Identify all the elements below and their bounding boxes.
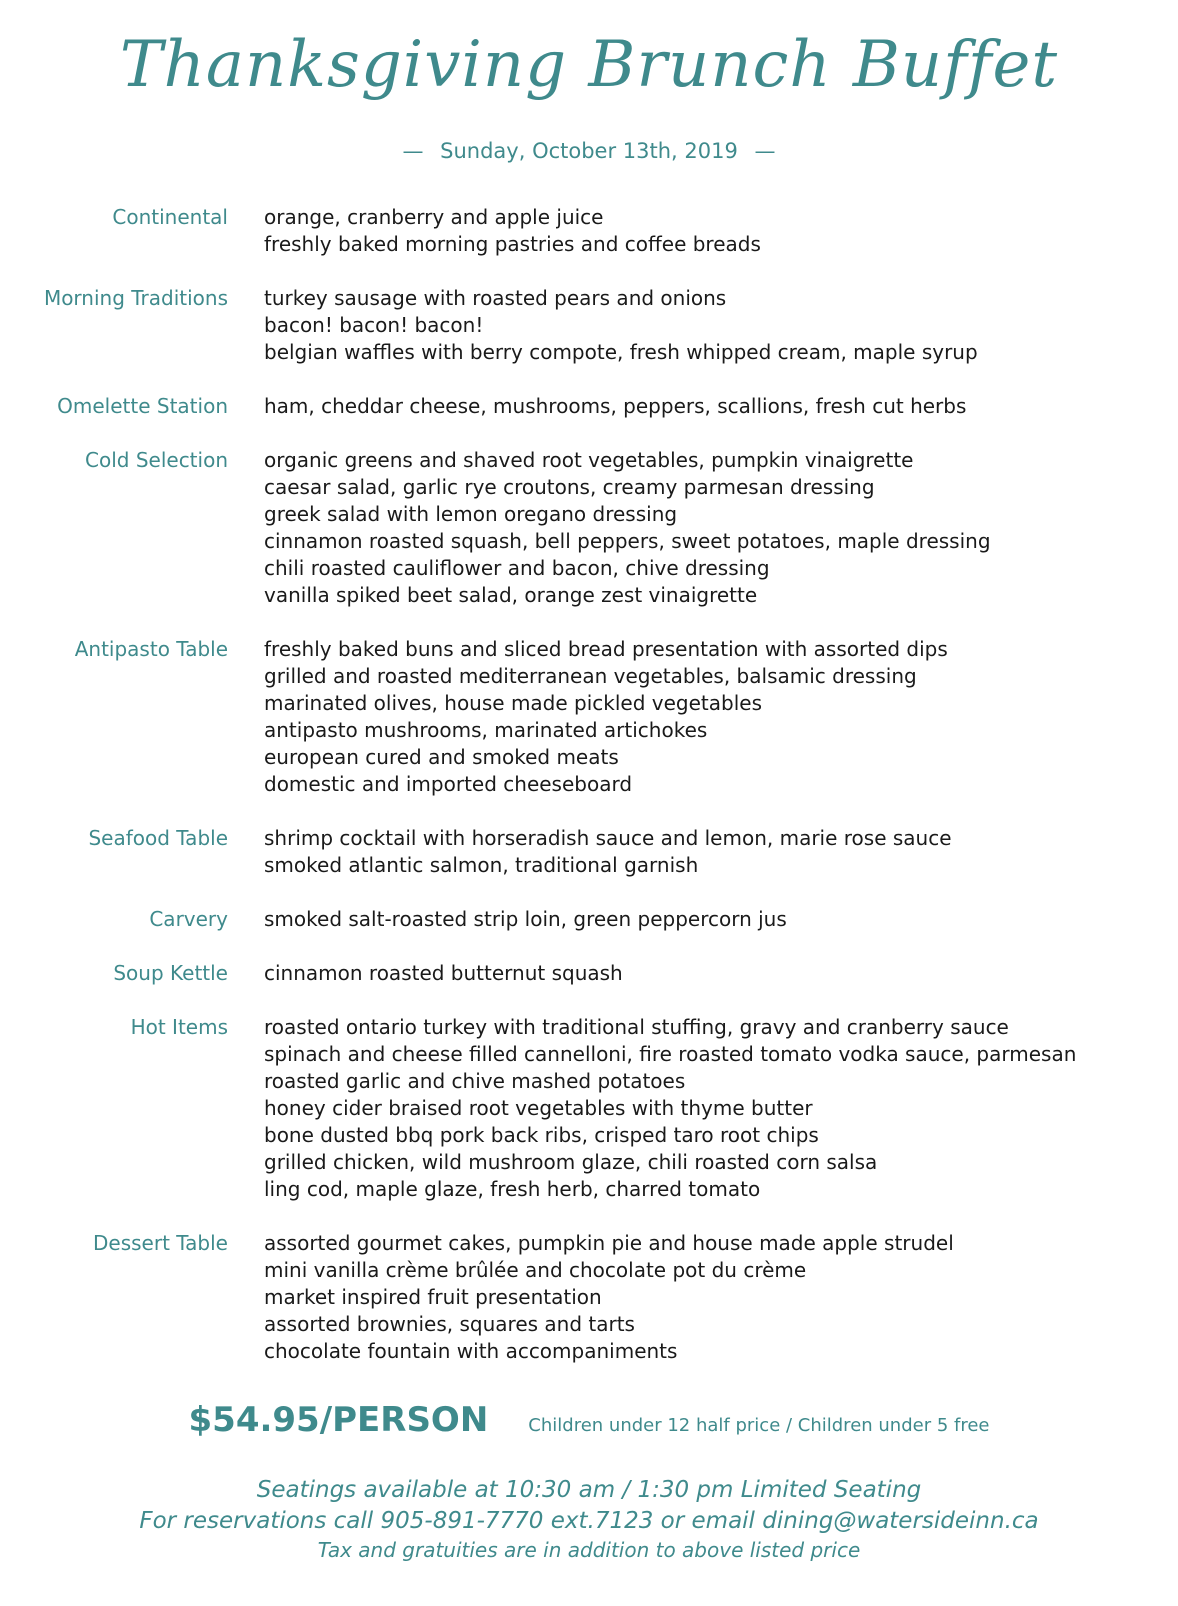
section-label: Antipasto Table bbox=[74, 637, 228, 661]
section-items bbox=[264, 285, 978, 366]
menu-section bbox=[0, 204, 1178, 258]
menu-item: ling cod, maple glaze, fresh herb, charred tomato bbox=[264, 1177, 761, 1201]
tax-note: Tax and gratuities are in addition to above listed price bbox=[317, 1538, 861, 1562]
menu-item: freshly baked morning pastries and coffee breads bbox=[264, 232, 761, 256]
menu-item: honey cider braised root vegetables with thyme butter bbox=[264, 1096, 813, 1120]
section-items bbox=[264, 1230, 954, 1365]
menu-item: marinated olives, house made pickled vegetables bbox=[264, 691, 762, 715]
children-pricing-note: Children under 12 half price / Children under 5 free bbox=[528, 1415, 990, 1436]
page-title: Thanksgiving Brunch Buffet bbox=[119, 28, 1059, 102]
menu-item: grilled and roasted mediterranean vegetables, balsamic dressing bbox=[264, 664, 917, 688]
menu-item: chili roasted cauliflower and bacon, chive dressing bbox=[264, 556, 770, 580]
menu-item: assorted gourmet cakes, pumpkin pie and house made apple strudel bbox=[264, 1231, 954, 1255]
event-date-line bbox=[0, 136, 1178, 166]
menu-item: organic greens and shaved root vegetables, pumpkin vinaigrette bbox=[264, 448, 914, 472]
section-label: Hot Items bbox=[130, 1015, 228, 1039]
section-label: Dessert Table bbox=[93, 1231, 228, 1255]
section-label: Continental bbox=[112, 205, 228, 229]
section-items bbox=[264, 960, 623, 987]
menu-section bbox=[0, 1230, 1178, 1365]
menu-item: antipasto mushrooms, marinated artichokes bbox=[264, 718, 708, 742]
section-label: Seafood Table bbox=[88, 826, 228, 850]
menu-item: smoked atlantic salmon, traditional garnish bbox=[264, 853, 699, 877]
menu-item: roasted ontario turkey with traditional stuffing, gravy and cranberry sauce bbox=[264, 1015, 1009, 1039]
price-per-person: $54.95/PERSON bbox=[188, 1400, 489, 1440]
menu-item: freshly baked buns and sliced bread presentation with assorted dips bbox=[264, 637, 948, 661]
menu-section bbox=[0, 447, 1178, 609]
menu-item: bacon! bacon! bacon! bbox=[264, 313, 484, 337]
pricing-row bbox=[0, 1400, 1178, 1440]
menu-item: european cured and smoked meats bbox=[264, 745, 619, 769]
section-label: Soup Kettle bbox=[113, 961, 228, 985]
section-items bbox=[264, 1014, 1076, 1203]
section-items bbox=[264, 204, 761, 258]
menu-item: spinach and cheese filled cannelloni, fire roasted tomato vodka sauce, parmesan bbox=[264, 1042, 1077, 1066]
menu-item: cinnamon roasted butternut squash bbox=[264, 961, 623, 985]
date-dash-right: — bbox=[754, 139, 776, 163]
section-items bbox=[264, 636, 948, 798]
menu-section bbox=[0, 1014, 1178, 1203]
menu-item: grilled chicken, wild mushroom glaze, chili roasted corn salsa bbox=[264, 1150, 878, 1174]
menu-section bbox=[0, 906, 1178, 933]
menu-item: vanilla spiked beet salad, orange zest vinaigrette bbox=[264, 583, 758, 607]
section-label: Omelette Station bbox=[57, 394, 228, 418]
menu-item: domestic and imported cheeseboard bbox=[264, 772, 633, 796]
menu-item: roasted garlic and chive mashed potatoes bbox=[264, 1069, 686, 1093]
menu-section bbox=[0, 636, 1178, 798]
menu-item: chocolate fountain with accompaniments bbox=[264, 1339, 678, 1363]
seatings-info: Seatings available at 10:30 am / 1:30 pm Limited Seating bbox=[256, 1477, 922, 1503]
section-items bbox=[264, 393, 966, 420]
menu-section bbox=[0, 825, 1178, 879]
menu-sections bbox=[0, 204, 1178, 1392]
menu-item: caesar salad, garlic rye croutons, creamy parmesan dressing bbox=[264, 475, 875, 499]
section-label: Carvery bbox=[149, 907, 228, 931]
menu-section bbox=[0, 285, 1178, 366]
section-label: Cold Selection bbox=[85, 448, 228, 472]
menu-item: ham, cheddar cheese, mushrooms, peppers, scallions, fresh cut herbs bbox=[264, 394, 967, 418]
menu-item: greek salad with lemon oregano dressing bbox=[264, 502, 678, 526]
reservations-info: For reservations call 905-891-7770 ext.7123 or email dining@watersideinn.ca bbox=[139, 1508, 1039, 1534]
date-dash-left: — bbox=[402, 139, 424, 163]
menu-section bbox=[0, 393, 1178, 420]
menu-item: mini vanilla crème brûlée and chocolate pot du crème bbox=[264, 1258, 807, 1282]
menu-item: market inspired fruit presentation bbox=[264, 1285, 602, 1309]
section-items bbox=[264, 447, 991, 609]
menu-item: turkey sausage with roasted pears and onions bbox=[264, 286, 727, 310]
menu-item: smoked salt-roasted strip loin, green peppercorn jus bbox=[264, 907, 787, 931]
footer bbox=[0, 1474, 1178, 1564]
section-label: Morning Traditions bbox=[43, 286, 228, 310]
menu-item: bone dusted bbq pork back ribs, crisped taro root chips bbox=[264, 1123, 819, 1147]
menu-item: belgian waffles with berry compote, fresh whipped cream, maple syrup bbox=[264, 340, 978, 364]
event-date: Sunday, October 13th, 2019 bbox=[440, 139, 738, 163]
section-items bbox=[264, 825, 952, 879]
menu-item: shrimp cocktail with horseradish sauce and lemon, marie rose sauce bbox=[264, 826, 952, 850]
menu-item: orange, cranberry and apple juice bbox=[264, 205, 604, 229]
menu-section bbox=[0, 960, 1178, 987]
menu-item: cinnamon roasted squash, bell peppers, sweet potatoes, maple dressing bbox=[264, 529, 991, 553]
menu-item: assorted brownies, squares and tarts bbox=[264, 1312, 635, 1336]
section-items bbox=[264, 906, 787, 933]
